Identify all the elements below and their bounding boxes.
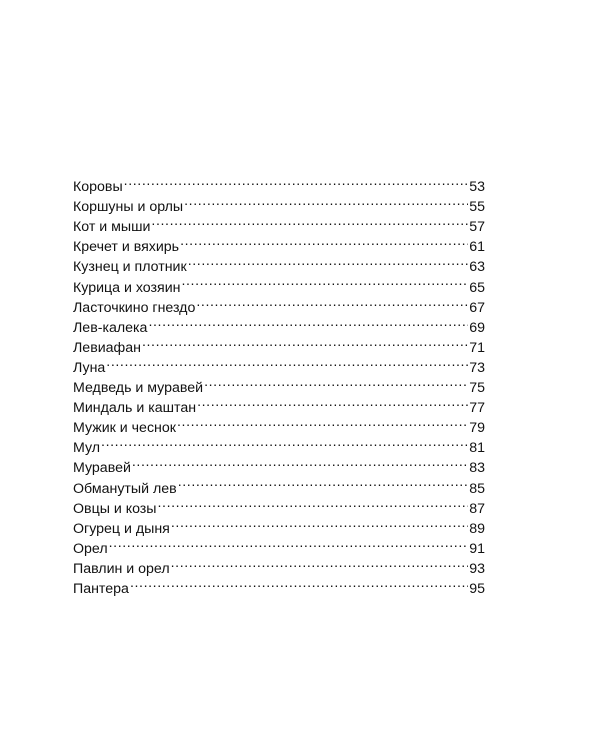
toc-entry-page: 55 bbox=[469, 199, 485, 216]
toc-entry-title: Кречет и вяхирь bbox=[73, 239, 180, 256]
toc-entry-title: Луна bbox=[73, 359, 106, 376]
toc-dot-leader bbox=[197, 392, 468, 412]
toc-entry bbox=[73, 553, 485, 577]
table-of-contents bbox=[73, 171, 485, 597]
toc-entry bbox=[73, 533, 485, 557]
toc-entry bbox=[73, 452, 485, 477]
toc-entry-page: 65 bbox=[469, 279, 485, 296]
toc-dot-leader bbox=[177, 412, 468, 432]
toc-dot-leader bbox=[204, 372, 468, 392]
toc-entry bbox=[73, 191, 485, 216]
toc-entry-title: Курица и хозяин bbox=[73, 279, 181, 296]
toc-entry-page: 79 bbox=[469, 420, 485, 437]
toc-entry-title: Огурец и дыня bbox=[73, 520, 170, 537]
toc-entry bbox=[73, 432, 485, 457]
toc-entry-title: Орел bbox=[73, 540, 108, 557]
toc-entry bbox=[73, 171, 485, 196]
toc-entry-title: Левиафан bbox=[73, 339, 141, 356]
toc-entry-page: 61 bbox=[469, 239, 485, 256]
toc-dot-leader bbox=[130, 573, 468, 593]
toc-entry-title: Коровы bbox=[73, 179, 123, 196]
toc-entry-title: Кот и мыши bbox=[73, 219, 151, 236]
toc-dot-leader bbox=[188, 251, 469, 271]
toc-dot-leader bbox=[178, 472, 469, 492]
toc-dot-leader bbox=[142, 332, 468, 352]
toc-dot-leader bbox=[101, 432, 468, 452]
toc-entry-title: Овцы и козы bbox=[73, 500, 157, 517]
toc-entry-page: 71 bbox=[469, 339, 485, 356]
toc-entry bbox=[73, 573, 485, 597]
toc-entry-title: Медведь и муравей bbox=[73, 380, 204, 397]
toc-entry-title: Коршуны и орлы bbox=[73, 199, 184, 216]
toc-entry-page: 77 bbox=[469, 400, 485, 417]
toc-entry-page: 73 bbox=[469, 359, 485, 376]
toc-entry-title: Обманутый лев bbox=[73, 480, 177, 497]
toc-entry-page: 83 bbox=[469, 460, 485, 477]
toc-entry-page: 69 bbox=[469, 319, 485, 336]
toc-entry-title: Миндаль и каштан bbox=[73, 400, 197, 417]
toc-dot-leader bbox=[132, 452, 468, 472]
toc-entry-title: Пантера bbox=[73, 580, 129, 597]
toc-dot-leader bbox=[196, 292, 468, 312]
toc-entry-title: Мул bbox=[73, 440, 101, 457]
toc-entry-page: 53 bbox=[469, 179, 485, 196]
toc-entry-page: 81 bbox=[469, 440, 485, 457]
toc-dot-leader bbox=[158, 493, 469, 513]
toc-entry-title: Лев-калека bbox=[73, 319, 148, 336]
toc-entry-page: 75 bbox=[469, 380, 485, 397]
toc-entry bbox=[73, 472, 485, 497]
toc-entry-title: Муравей bbox=[73, 460, 131, 477]
toc-dot-leader bbox=[171, 553, 469, 573]
toc-dot-leader bbox=[124, 171, 469, 191]
toc-dot-leader bbox=[148, 312, 468, 332]
toc-entry-page: 91 bbox=[469, 540, 485, 557]
toc-entry-title: Мужик и чеснок bbox=[73, 420, 176, 437]
toc-entry bbox=[73, 372, 485, 397]
toc-entry-title: Кузнец и плотник bbox=[73, 259, 187, 276]
toc-entry-page: 63 bbox=[469, 259, 485, 276]
toc-entry-title: Павлин и орел bbox=[73, 560, 170, 577]
toc-dot-leader bbox=[171, 513, 468, 533]
toc-dot-leader bbox=[109, 533, 469, 553]
toc-dot-leader bbox=[180, 231, 468, 251]
toc-entry-title: Ласточкино гнездо bbox=[73, 299, 196, 316]
toc-entry-page: 87 bbox=[469, 500, 485, 517]
toc-entry-page: 89 bbox=[469, 520, 485, 537]
toc-dot-leader bbox=[184, 191, 468, 211]
toc-dot-leader bbox=[106, 352, 468, 372]
toc-entry-page: 85 bbox=[469, 480, 485, 497]
toc-entry bbox=[73, 352, 485, 376]
toc-entry-page: 57 bbox=[469, 219, 485, 236]
toc-entry-page: 67 bbox=[469, 299, 485, 316]
toc-dot-leader bbox=[151, 211, 468, 231]
toc-entry-page: 95 bbox=[469, 580, 485, 597]
toc-entry-page: 93 bbox=[469, 560, 485, 577]
toc-dot-leader bbox=[181, 271, 468, 291]
